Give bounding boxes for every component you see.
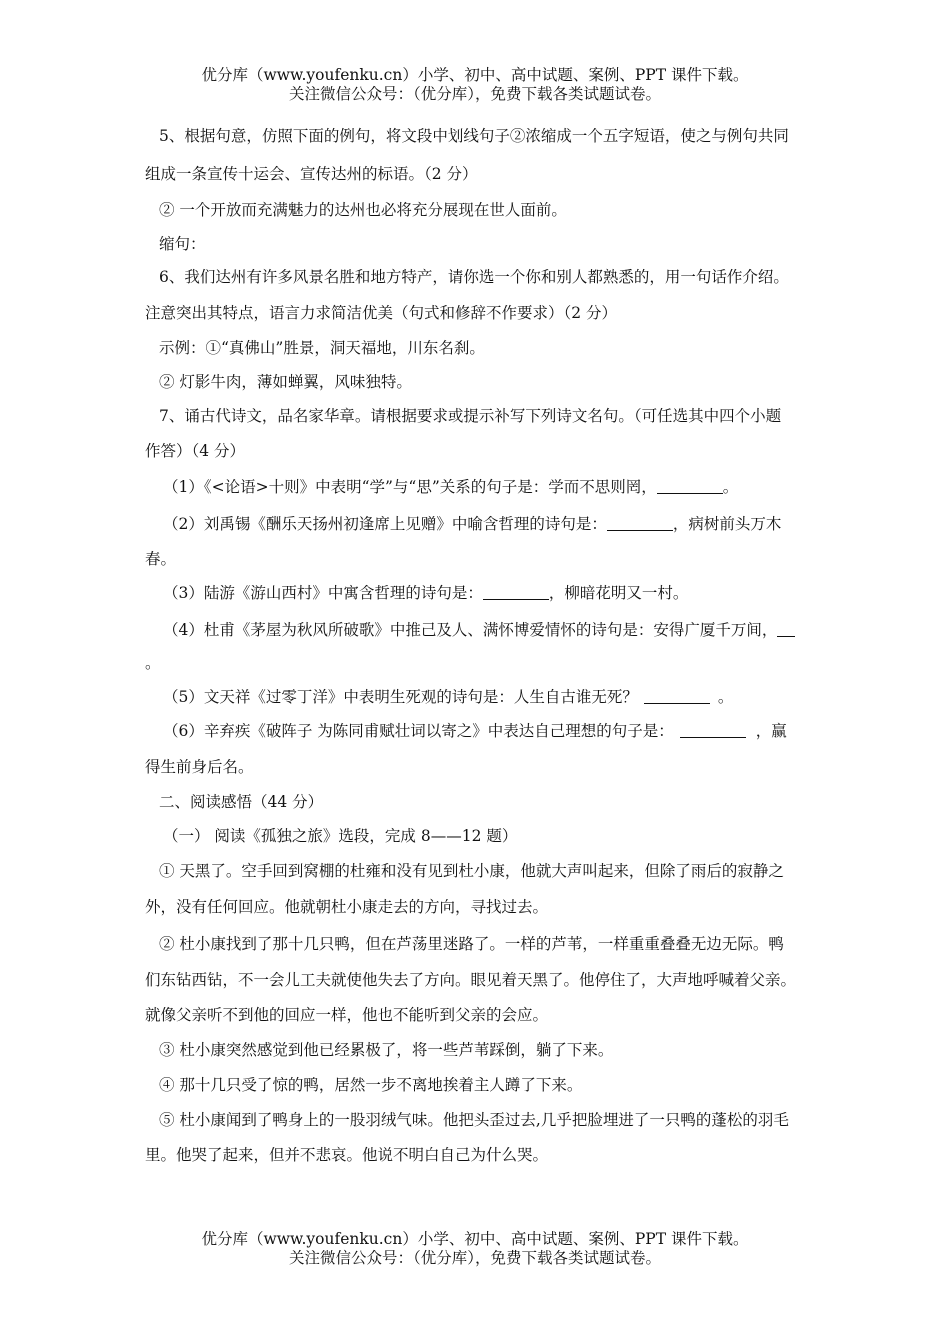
footer-line-1: 优分库（www.youfenku.cn）小学、初中、高中试题、案例、PPT 课件下载。 <box>201 1230 749 1248</box>
page-footer <box>0 1230 950 1268</box>
reading-passage <box>145 856 813 1176</box>
question-7 <box>145 400 813 788</box>
passage-p5-line-2: 里。他哭了起来，但并不悲哀。他说不明白自己为什么哭。 <box>145 1146 549 1164</box>
header-line-1: 优分库（www.youfenku.cn）小学、初中、高中试题、案例、PPT 课件下载。 <box>201 66 749 84</box>
q7-item-3 <box>145 578 813 614</box>
q7-item-1-text: （1）《<论语>十则》中表明“学”与“思”关系的句子是：学而不思则罔， <box>163 478 657 496</box>
section-2-title: 二、阅读感悟（44 分） <box>159 793 324 811</box>
q7-item-3-text: （3）陆游《游山西村》中寓含哲理的诗句是： <box>163 584 483 602</box>
page-header <box>0 66 950 104</box>
q6-prompt-line-2: 注意突出其特点，语言力求简洁优美（句式和修辞不作要求）（2 分） <box>145 304 618 322</box>
q6-example-1: 示例：①“真佛山”胜景，洞天福地，川东名刹。 <box>159 339 485 357</box>
q7-item-2-continuation: 春。 <box>145 550 177 568</box>
q7-item-4-blank[interactable] <box>777 618 795 637</box>
q7-item-5-blank[interactable] <box>644 685 710 704</box>
q7-item-3-blank[interactable] <box>483 581 549 600</box>
passage-p2-line-3: 就像父亲听不到他的回应一样，他也不能听到父亲的会应。 <box>145 1006 549 1024</box>
q7-item-2-end: ，病树前头万木 <box>672 515 782 533</box>
q7-item-5-text: （5）文天祥《过零丁洋》中表明生死观的诗句是：人生自古谁无死？ <box>163 688 638 706</box>
header-line-2: 关注微信公众号：（优分库），免费下载各类试题试卷。 <box>288 85 661 103</box>
q7-item-6 <box>145 716 813 752</box>
q7-item-1-end: 。 <box>722 478 739 496</box>
q5-answer-label: 缩句： <box>159 235 206 253</box>
passage-p2-line-2: 们东钻西钻，不一会儿工夫就使他失去了方向。眼见着天黑了。他停住了，大声地呼喊着父亲。 <box>145 971 797 989</box>
q7-item-4-text: （4）杜甫《茅屋为秋风所破歌》中推己及人、满怀博爱情怀的诗句是：安得广厦千万间， <box>163 621 778 639</box>
passage-p5-line-1: ⑤ 杜小康闻到了鸭身上的一股羽绒气味。他把头歪过去,几乎把脸埋进了一只鸭的蓬松的羽毛 <box>159 1111 789 1129</box>
q7-item-4-continuation: 。 <box>145 654 161 672</box>
q7-item-2-text: （2）刘禹锡《酬乐天扬州初逢席上见赠》中喻含哲理的诗句是： <box>163 515 607 533</box>
q7-item-5 <box>145 680 813 716</box>
question-6 <box>145 261 813 400</box>
q7-prompt-line-1: 7、诵古代诗文，品名家华章。请根据要求或提示补写下列诗文名句。（可任选其中四个小题 <box>159 407 782 425</box>
q7-item-5-end: 。 <box>717 688 734 706</box>
q7-item-3-end: ，柳暗花明又一村。 <box>548 584 689 602</box>
passage-p1-line-2: 外，没有任何回应。他就朝杜小康走去的方向，寻找过去。 <box>145 898 549 916</box>
q7-item-6-text: （6）辛弃疾《破阵子 为陈同甫赋壮词以寄之》中表达自己理想的句子是： <box>163 722 674 740</box>
q7-item-6-end: ，赢 <box>755 722 787 740</box>
q7-item-2 <box>145 508 813 544</box>
q6-prompt-line-1: 6、我们达州有许多风景名胜和地方特产，请你选一个你和别人都熟悉的，用一句话作介绍。 <box>159 268 789 286</box>
q7-item-6-continuation: 得生前身后名。 <box>145 758 254 776</box>
section-2 <box>145 788 813 856</box>
q7-item-1 <box>145 472 813 508</box>
q7-item-1-blank[interactable] <box>657 475 723 494</box>
passage-p4: ④ 那十几只受了惊的鸭，居然一步不离地挨着主人蹲了下来。 <box>159 1076 583 1094</box>
q7-prompt-line-2: 作答）（4 分） <box>145 442 246 460</box>
q7-item-2-blank[interactable] <box>607 512 673 531</box>
q5-prompt-line-2: 组成一条宣传十运会、宣传达州的标语。（2 分） <box>145 165 478 183</box>
passage-p2-line-1: ② 杜小康找到了那十几只鸭，但在芦荡里迷路了。一样的芦苇，一样重重叠叠无边无际。鸭 <box>159 935 784 953</box>
q6-example-2: ② 灯影牛肉，薄如蝉翼，风味独特。 <box>159 373 412 391</box>
q5-sentence: ② 一个开放而充满魅力的达州也必将充分展现在世人面前。 <box>159 201 567 219</box>
document-body <box>145 121 813 1176</box>
question-5 <box>145 121 813 261</box>
passage-p1-line-1: ① 天黑了。空手回到窝棚的杜雍和没有见到杜小康，他就大声叫起来，但除了雨后的寂静之 <box>159 862 784 880</box>
q5-prompt-line-1: 5、根据句意，仿照下面的例句，将文段中划线句子②浓缩成一个五字短语，使之与例句共同 <box>159 127 789 145</box>
section-2-subtitle: （一） 阅读《孤独之旅》选段，完成 8——12 题） <box>163 827 518 845</box>
footer-line-2: 关注微信公众号：（优分库），免费下载各类试题试卷。 <box>288 1249 661 1267</box>
q7-item-6-blank[interactable] <box>680 719 746 738</box>
passage-p3: ③ 杜小康突然感觉到他已经累极了，将一些芦苇踩倒，躺了下来。 <box>159 1041 614 1059</box>
q7-item-4 <box>145 614 813 650</box>
